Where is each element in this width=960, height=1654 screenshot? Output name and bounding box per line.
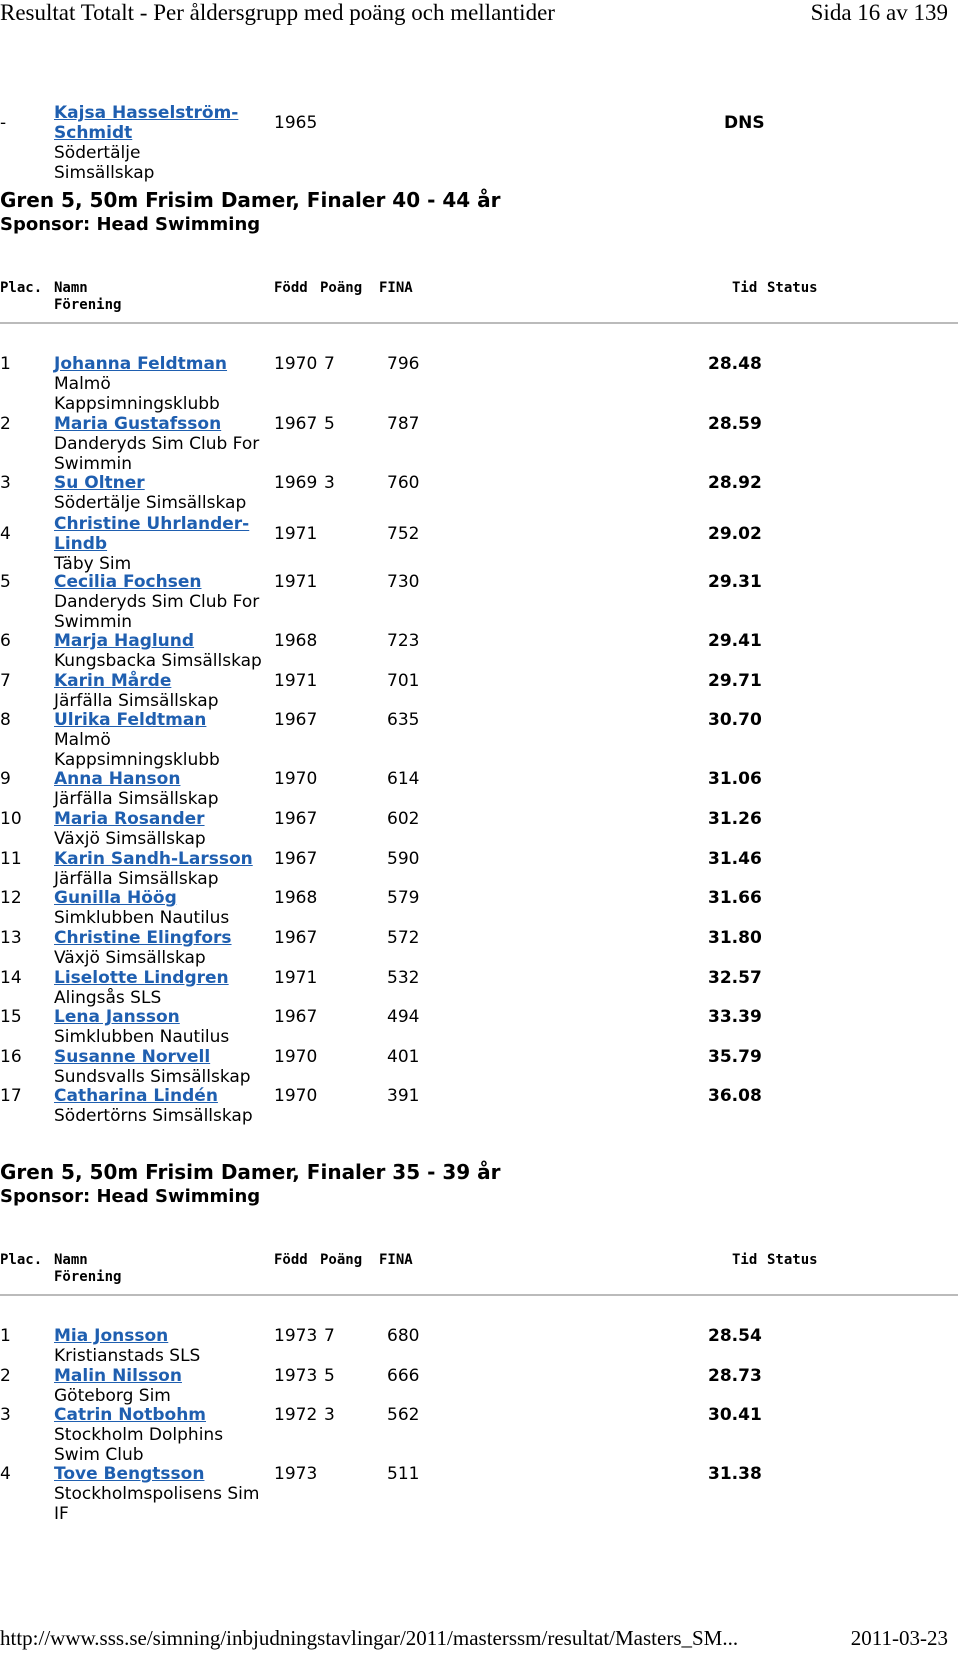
result-tid: 36.08 [708,1086,762,1106]
swimmer-club: Järfälla Simsällskap [54,869,219,889]
swimmer-link[interactable]: Ulrika Feldtman [54,710,207,730]
swimmer-club: Danderyds Sim Club For Swimmin [54,592,260,632]
result-fodd: 1973 [274,1366,318,1386]
swimmer-club: Järfälla Simsällskap [54,691,219,711]
swimmer-link[interactable]: Susanne Norvell [54,1047,211,1067]
swimmer-club: Göteborg Sim [54,1386,171,1406]
result-tid: 31.38 [708,1464,762,1484]
swimmer-link[interactable]: Catharina Lindén [54,1086,218,1106]
swimmer-link[interactable]: Malin Nilsson [54,1366,182,1386]
footer-url: http://www.sss.se/simning/inbjudningstavlingar/2011/masterssm/resultat/Masters_SM... [0,1626,739,1650]
swimmer-link[interactable]: Lena Jansson [54,1007,180,1027]
result-poang: 3 [324,473,335,493]
swimmer-club: Simklubben Nautilus [54,908,230,928]
result-poang: 3 [324,1405,335,1425]
col-plac: Plac. [0,280,43,296]
col-forening: Förening [54,297,122,313]
result-fodd: 1971 [274,524,318,544]
result-plac: 4 [0,1464,11,1484]
result-fina: 635 [387,710,420,730]
result-fina: 614 [387,769,420,789]
result-plac: 8 [0,710,11,730]
swimmer-link[interactable]: Karin Sandh-Larsson [54,849,253,869]
footer-date: 2011-03-23 [850,1626,948,1650]
swimmer-club: Simklubben Nautilus [54,1027,230,1047]
swimmer-club: Kristianstads SLS [54,1346,201,1366]
result-fina: 532 [387,968,420,988]
swimmer-link[interactable]: Johanna Feldtman [54,354,228,374]
section-divider [0,1294,958,1296]
result-plac: 6 [0,631,11,651]
result-plac: 9 [0,769,11,789]
result-plac: 2 [0,414,11,434]
swimmer-club: Södertälje Simsällskap [54,143,155,183]
result-fina: 723 [387,631,420,651]
section-sponsor: Sponsor: Head Swimming [0,214,261,235]
result-fina: 666 [387,1366,420,1386]
result-tid: 29.41 [708,631,762,651]
swimmer-club: Stockholmspolisens Sim IF [54,1484,260,1524]
result-plac: 7 [0,671,11,691]
result-fodd: 1968 [274,888,318,908]
result-tid: 28.48 [708,354,762,374]
col-fodd: Född [274,1252,308,1268]
result-fodd: 1970 [274,354,318,374]
result-tid: 30.41 [708,1405,762,1425]
col-tid: Tid [732,1252,758,1268]
result-fodd: 1972 [274,1405,318,1425]
result-fina: 494 [387,1007,420,1027]
result-tid: 35.79 [708,1047,762,1067]
col-forening: Förening [54,1269,122,1285]
result-fodd: 1970 [274,1086,318,1106]
result-fina: 590 [387,849,420,869]
col-namn: Namn [54,1252,88,1268]
swimmer-club: Järfälla Simsällskap [54,789,219,809]
section-sponsor: Sponsor: Head Swimming [0,1186,261,1207]
result-fina: 579 [387,888,420,908]
result-fina: 796 [387,354,420,374]
swimmer-link[interactable]: Mia Jonsson [54,1326,169,1346]
result-fodd: 1968 [274,631,318,651]
result-poang: 7 [324,1326,335,1346]
result-plac: 2 [0,1366,11,1386]
swimmer-club: Växjö Simsällskap [54,829,206,849]
result-fina: 680 [387,1326,420,1346]
swimmer-club: Danderyds Sim Club For Swimmin [54,434,260,474]
swimmer-link[interactable]: Christine Elingfors [54,928,232,948]
result-tid: 28.54 [708,1326,762,1346]
section-divider [0,322,958,324]
swimmer-link[interactable]: Maria Gustafsson [54,414,222,434]
result-fina: 401 [387,1047,420,1067]
section-title: Gren 5, 50m Frisim Damer, Finaler 35 - 39 år [0,1160,501,1184]
col-fina: FINA [379,1252,413,1268]
result-plac: 1 [0,1326,11,1346]
col-namn: Namn [54,280,88,296]
result-fodd: 1971 [274,572,318,592]
col-poang: Poäng [320,1252,363,1268]
result-plac: 3 [0,1405,11,1425]
result-fina: 391 [387,1086,420,1106]
result-poang: 5 [324,1366,335,1386]
col-status: Status [767,1252,818,1268]
result-plac: 13 [0,928,22,948]
result-plac: 10 [0,809,22,829]
col-fina: FINA [379,280,413,296]
result-tid: 31.06 [708,769,762,789]
result-fina: 562 [387,1405,420,1425]
col-status: Status [767,280,818,296]
result-fodd: 1967 [274,710,318,730]
result-tid: 28.73 [708,1366,762,1386]
result-fodd: 1971 [274,671,318,691]
result-plac: 14 [0,968,22,988]
result-fina: 787 [387,414,420,434]
result-fina: 602 [387,809,420,829]
swimmer-club: Södertörns Simsällskap [54,1106,253,1126]
result-poang: 5 [324,414,335,434]
swimmer-club: Växjö Simsällskap [54,948,206,968]
result-fodd: 1967 [274,1007,318,1027]
swimmer-link[interactable]: Tove Bengtsson [54,1464,205,1484]
result-plac: 5 [0,572,11,592]
result-fina: 511 [387,1464,420,1484]
result-fina: 730 [387,572,420,592]
result-tid: 30.70 [708,710,762,730]
result-fodd: 1971 [274,968,318,988]
result-fodd: 1973 [274,1326,318,1346]
swimmer-club: Stockholm Dolphins Swim Club [54,1425,224,1465]
result-tid: 33.39 [708,1007,762,1027]
swimmer-link[interactable]: Maria Rosander [54,809,205,829]
swimmer-club: Alingsås SLS [54,988,162,1008]
swimmer-link[interactable]: Kajsa Hasselström-Schmidt [54,103,239,143]
swimmer-club: Södertälje Simsällskap [54,493,247,513]
result-plac: 1 [0,354,11,374]
result-fodd: 1969 [274,473,318,493]
result-fodd: 1967 [274,849,318,869]
result-tid: 31.26 [708,809,762,829]
result-tid: 28.92 [708,473,762,493]
result-fina: 760 [387,473,420,493]
swimmer-club: Malmö Kappsimningsklubb [54,730,220,770]
result-status: DNS [724,113,765,133]
result-fodd: 1973 [274,1464,318,1484]
result-tid: 29.31 [708,572,762,592]
result-plac: 12 [0,888,22,908]
swimmer-link[interactable]: Liselotte Lindgren [54,968,229,988]
result-tid: 31.66 [708,888,762,908]
result-fodd: 1967 [274,928,318,948]
swimmer-link[interactable]: Gunilla Höög [54,888,177,908]
result-tid: 32.57 [708,968,762,988]
result-plac: 11 [0,849,22,869]
col-fodd: Född [274,280,308,296]
swimmer-link[interactable]: Marja Haglund [54,631,195,651]
swimmer-link[interactable]: Anna Hanson [54,769,181,789]
result-tid: 31.46 [708,849,762,869]
swimmer-link[interactable]: Cecilia Fochsen [54,572,202,592]
result-fodd: 1965 [274,113,318,133]
result-plac: 17 [0,1086,22,1106]
result-fina: 752 [387,524,420,544]
result-poang: 7 [324,354,335,374]
result-plac: 16 [0,1047,22,1067]
col-tid: Tid [732,280,758,296]
swimmer-club: Kungsbacka Simsällskap [54,651,262,671]
swimmer-club: Täby Sim [54,554,132,574]
col-poang: Poäng [320,280,363,296]
swimmer-club: Malmö Kappsimningsklubb [54,374,220,414]
swimmer-link[interactable]: Karin Mårde [54,671,172,691]
result-plac: - [0,113,7,133]
page-header-title: Resultat Totalt - Per åldersgrupp med poäng och mellantider [0,0,555,25]
result-tid: 29.02 [708,524,762,544]
swimmer-link[interactable]: Su Oltner [54,473,145,493]
result-tid: 29.71 [708,671,762,691]
result-fodd: 1970 [274,769,318,789]
swimmer-link[interactable]: Christine Uhrlander-Lindb [54,514,250,554]
page-number: Sida 16 av 139 [810,0,948,25]
result-tid: 31.80 [708,928,762,948]
result-fina: 701 [387,671,420,691]
section-title: Gren 5, 50m Frisim Damer, Finaler 40 - 44 år [0,188,501,212]
result-fina: 572 [387,928,420,948]
swimmer-club: Sundsvalls Simsällskap [54,1067,251,1087]
result-plac: 4 [0,524,11,544]
result-plac: 15 [0,1007,22,1027]
result-fodd: 1967 [274,809,318,829]
swimmer-link[interactable]: Catrin Notbohm [54,1405,207,1425]
col-plac: Plac. [0,1252,43,1268]
result-fodd: 1970 [274,1047,318,1067]
result-plac: 3 [0,473,11,493]
result-tid: 28.59 [708,414,762,434]
result-fodd: 1967 [274,414,318,434]
